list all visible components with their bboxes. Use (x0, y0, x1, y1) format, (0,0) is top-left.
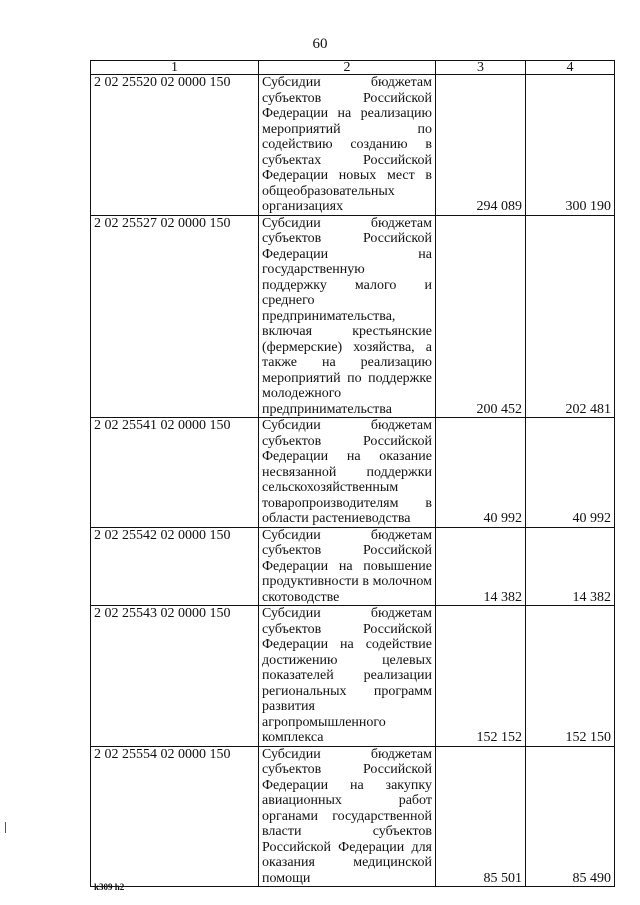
margin-mark (5, 822, 6, 833)
value-col-4: 152 150 (526, 606, 615, 747)
table-row (91, 75, 615, 216)
budget-code: 2 02 25543 02 0000 150 (91, 606, 259, 747)
value-col-4: 40 992 (526, 418, 615, 528)
value-col-3: 152 152 (436, 606, 526, 747)
budget-code: 2 02 25527 02 0000 150 (91, 215, 259, 418)
column-header-4: 4 (526, 61, 615, 75)
row-description: Субсидии бюджетам субъектов Российской Федерации на реализацию мероприятий по содействию созданию в субъектах Российской Федерации новых мест в общеобразовательных организациях (259, 75, 436, 216)
column-header-1: 1 (91, 61, 259, 75)
table-row (91, 527, 615, 606)
budget-code: 2 02 25542 02 0000 150 (91, 527, 259, 606)
table-row (91, 746, 615, 887)
table-header-row (91, 61, 615, 75)
value-col-4: 85 490 (526, 746, 615, 887)
table-row (91, 215, 615, 418)
row-description: Субсидии бюджетам субъектов Российской Федерации на содействие достижению целевых показателей реализации региональных программ развития агропромышленного комплекса (259, 606, 436, 747)
value-col-3: 294 089 (436, 75, 526, 216)
column-header-2: 2 (259, 61, 436, 75)
table-row (91, 418, 615, 528)
budget-table (90, 60, 615, 887)
row-description: Субсидии бюджетам субъектов Российской Федерации на закупку авиационных работ органами государственной власти субъектов Российской Федерации для оказания медицинской помощи (259, 746, 436, 887)
row-description: Субсидии бюджетам субъектов Российской Федерации на государственную поддержку малого и среднего предпринимательства, включая крестьянские (фермерские) хозяйства, а также на реализацию мероприятий по поддержке молодежного предпринимательства (259, 215, 436, 418)
value-col-3: 14 382 (436, 527, 526, 606)
value-col-4: 300 190 (526, 75, 615, 216)
column-header-3: 3 (436, 61, 526, 75)
page-number: 60 (312, 36, 328, 52)
value-col-3: 85 501 (436, 746, 526, 887)
budget-code: 2 02 25554 02 0000 150 (91, 746, 259, 887)
footer-code: k309 h2 (94, 882, 125, 892)
budget-code: 2 02 25541 02 0000 150 (91, 418, 259, 528)
value-col-4: 202 481 (526, 215, 615, 418)
value-col-3: 40 992 (436, 418, 526, 528)
table-row (91, 606, 615, 747)
row-description: Субсидии бюджетам субъектов Российской Федерации на оказание несвязанной поддержки сельскохозяйственным товаропроизводителям в области растениеводства (259, 418, 436, 528)
row-description: Субсидии бюджетам субъектов Российской Федерации на повышение продуктивности в молочном скотоводстве (259, 527, 436, 606)
budget-code: 2 02 25520 02 0000 150 (91, 75, 259, 216)
value-col-4: 14 382 (526, 527, 615, 606)
value-col-3: 200 452 (436, 215, 526, 418)
